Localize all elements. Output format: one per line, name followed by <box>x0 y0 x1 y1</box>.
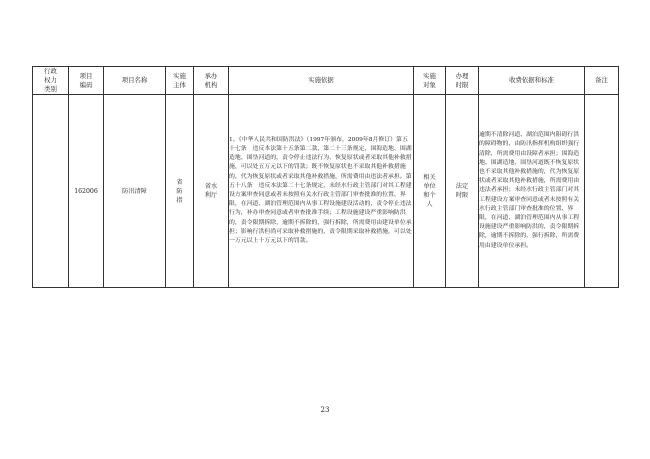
table-header-row <box>33 67 619 95</box>
header-target: 实施对象 <box>414 67 446 95</box>
power-list-table <box>32 66 619 288</box>
header-agency: 承办机构 <box>194 67 229 95</box>
cell-code: 162006 <box>69 95 104 288</box>
header-time-limit: 办理时限 <box>446 67 479 95</box>
cell-agency: 省水利厅 <box>194 95 229 288</box>
cell-name: 防汛清障 <box>104 95 166 288</box>
cell-basis: 1、《中华人民共和国防洪法》（1997年颁布，2009年8月修订）第五十七条 违反本法第十五条第二款、第二十三条规定，围海造地、围湖造地、围垦河道的，责令停止违法行为，恢复原状或者采取其他补救措施，可以处五万元以下的罚款；既不恢复原状也不采取其他补救措施的，代为恢复原状或者采取其他补救措施，所需费用由违法者承担。第五十八条 违反本法第二十七条规定，未经水行政主管部门对其工程建设方案审查同意或者未按照有关水行政主管部门审查批准的位置、界限，在河道、湖泊管理范围内从事工程设施建设活动的，责令停止违法行为，补办审查同意或者审查批准手续；工程设施建设严重影响防洪的，责令限期拆除，逾期不拆除的，强行拆除，所需费用由建设单位承担；影响行洪但尚可采取补救措施的，责令限期采取补救措施，可以处一万元以上十万元以下的罚款。 <box>229 95 414 288</box>
page-number: 23 <box>320 406 330 414</box>
cell-target: 相关单位和个人 <box>414 95 446 288</box>
cell-subject: 省防指 <box>166 95 194 288</box>
cell-remark <box>585 95 619 288</box>
cell-time-limit: 法定时限 <box>446 95 479 288</box>
header-name: 项目名称 <box>104 67 166 95</box>
cell-category <box>33 95 69 288</box>
header-subject: 实施主体 <box>166 67 194 95</box>
header-fee: 收费依据和标准 <box>479 67 585 95</box>
header-category: 行政权力类别 <box>33 67 69 95</box>
header-remark: 备注 <box>585 67 619 95</box>
header-basis: 实施依据 <box>229 67 414 95</box>
cell-fee: 逾期不清除河道、湖泊范围内阻碍行洪的障碍物的，由防汛指挥机构组织强行清除，所需费用由设障者承担；围海造地、围湖造地、围垦河道既不恢复原状也不采取其他补救措施的，代为恢复原状或者采取其他补救措施，所需费用由违法者承担；未经水行政主管部门对其工程建设方案审查同意或者未按照有关水行政主管部门审查批准的位置、界限，在河道、湖泊管理范围内从事工程设施建设严重影响防洪的，责令限期拆除，逾期不拆除的，强行拆除，所需费用由建设单位承担。 <box>479 95 585 288</box>
table-row <box>33 95 619 288</box>
header-code: 项目编码 <box>69 67 104 95</box>
